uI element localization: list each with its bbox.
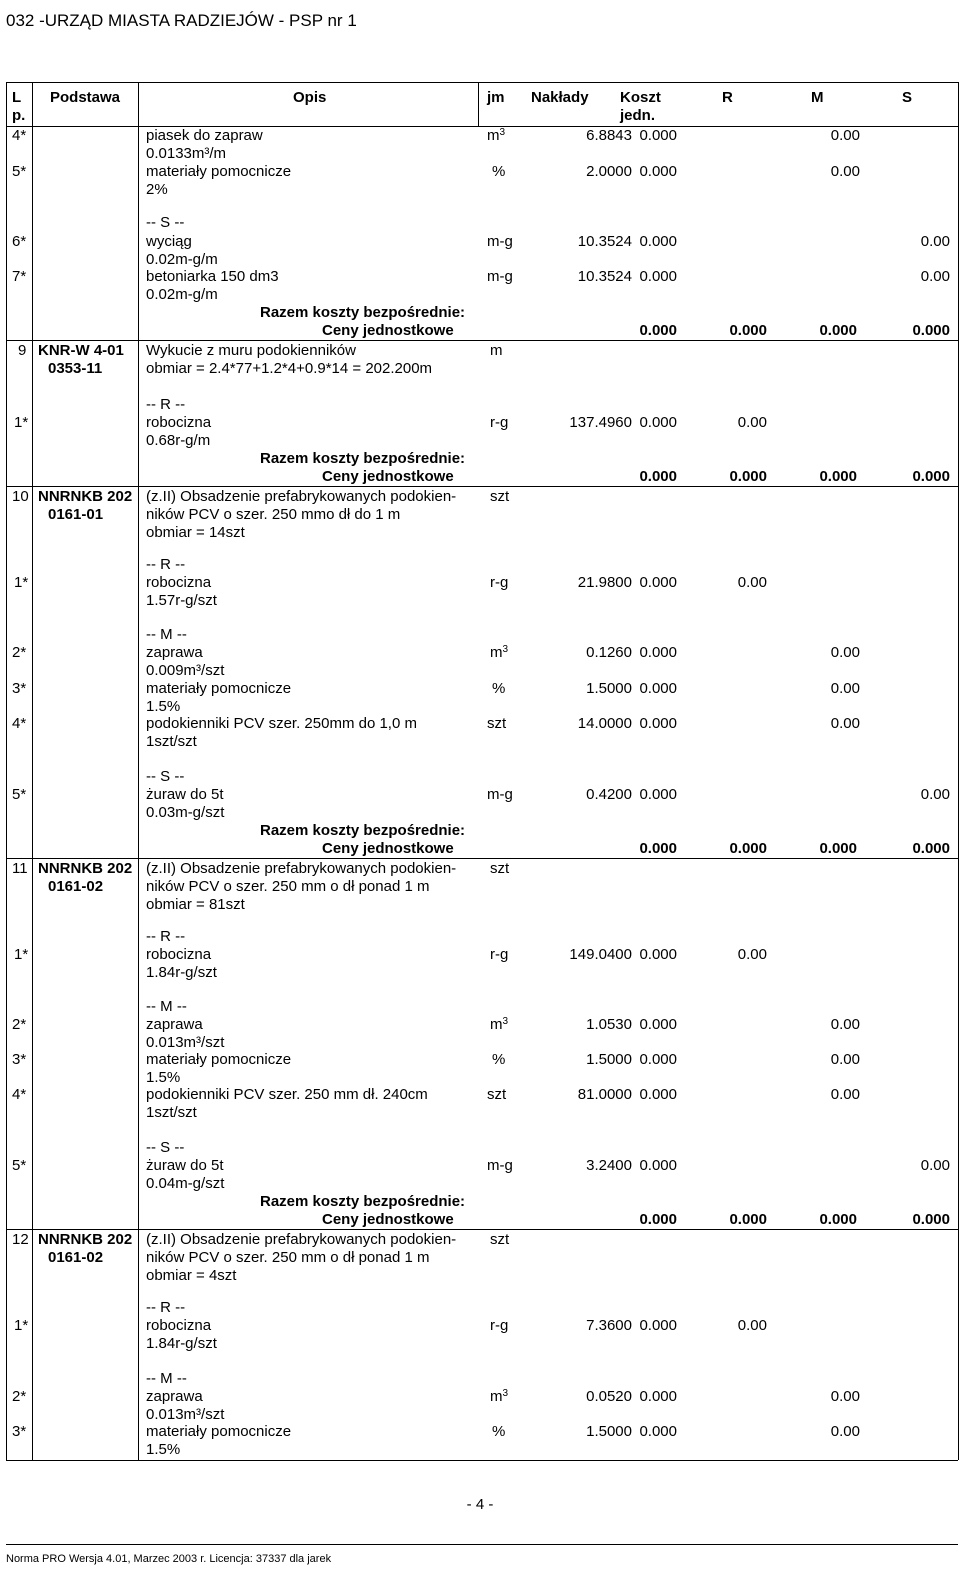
row-norm: 1.57r-g/szt (146, 592, 217, 609)
position-jm: szt (490, 488, 510, 505)
row-jm: $m^3$ (490, 1016, 509, 1033)
razem-label: Razem koszty bezpośrednie: (260, 450, 466, 467)
position-description-2: ników PCV o szer. 250 mm o dł ponad 1 m (146, 1249, 430, 1266)
row-m-value: 0.00 (830, 1423, 860, 1440)
position-description: (z.II) Obsadzenie prefabrykowanych podokien- (146, 1231, 457, 1248)
basis-code-2: 0161-01 (48, 506, 104, 523)
row-s-value: 0.00 (920, 233, 950, 250)
basis-code-2: 0161-02 (48, 878, 104, 895)
section-r-marker: -- R -- (146, 396, 186, 413)
column-divider (32, 82, 33, 1460)
row-jm: szt (487, 715, 507, 732)
row-koszt: 0.000 (639, 680, 677, 697)
row-norm: 0.04m-g/szt (146, 1175, 225, 1192)
row-r-value: 0.00 (737, 414, 767, 431)
total-koszt: 0.000 (639, 468, 677, 485)
position-obmiar: obmiar = 81szt (146, 896, 245, 913)
position-description-2: ników PCV o szer. 250 mmo dł do 1 m (146, 506, 401, 523)
row-norm: 1.5% (146, 698, 181, 715)
table-right-border (958, 82, 959, 1460)
footer-text: Norma PRO Wersja 4.01, Marzec 2003 r. Licencja: 37337 dla jarek (6, 1553, 332, 1565)
row-jm: r-g (490, 414, 509, 431)
row-m-value: 0.00 (830, 163, 860, 180)
total-s: 0.000 (912, 322, 950, 339)
row-norm: 1szt/szt (146, 1104, 197, 1121)
row-divider (6, 340, 958, 341)
row-lp: 6* (12, 233, 27, 250)
row-lp: 2* (12, 644, 27, 661)
row-lp: 5* (12, 1157, 27, 1174)
row-naklady: 6.8843 (586, 127, 632, 144)
position-jm: m (490, 342, 503, 359)
basis-code: NNRNKB 202 (38, 1231, 133, 1248)
row-lp: 3* (12, 1051, 27, 1068)
row-divider (6, 1229, 958, 1230)
row-jm: m-g (487, 268, 513, 285)
row-name: podokienniki PCV szer. 250mm do 1,0 m (146, 715, 417, 732)
position-description: Wykucie z muru podokienników (146, 342, 356, 359)
row-naklady: 1.5000 (586, 680, 632, 697)
row-jm: r-g (490, 1317, 509, 1334)
row-jm: % (492, 1423, 506, 1440)
row-name: robocizna (146, 414, 212, 431)
header-m: M (811, 89, 824, 106)
row-name: zaprawa (146, 644, 203, 661)
row-koszt: 0.000 (639, 644, 677, 661)
row-name: żuraw do 5t (146, 1157, 224, 1174)
row-name: żuraw do 5t (146, 786, 224, 803)
row-koszt: 0.000 (639, 1388, 677, 1405)
row-s-value: 0.00 (920, 786, 950, 803)
row-koszt: 0.000 (639, 786, 677, 803)
row-m-value: 0.00 (830, 1016, 860, 1033)
row-norm: 0.013m³/szt (146, 1034, 225, 1051)
row-koszt: 0.000 (639, 1016, 677, 1033)
position-description-2: ników PCV o szer. 250 mm o dł ponad 1 m (146, 878, 430, 895)
razem-label: Razem koszty bezpośrednie: (260, 1193, 466, 1210)
total-koszt: 0.000 (639, 322, 677, 339)
row-koszt: 0.000 (639, 1051, 677, 1068)
total-r: 0.000 (729, 322, 767, 339)
row-naklady: 0.4200 (586, 786, 632, 803)
document-title: 032 -URZĄD MIASTA RADZIEJÓW - PSP nr 1 (6, 11, 357, 30)
total-r: 0.000 (729, 1211, 767, 1228)
total-m: 0.000 (819, 840, 857, 857)
total-r: 0.000 (729, 468, 767, 485)
header-s: S (902, 89, 913, 106)
row-name: betoniarka 150 dm3 (146, 268, 279, 285)
basis-code-2: 0161-02 (48, 1249, 104, 1266)
row-m-value: 0.00 (830, 1086, 860, 1103)
row-s-value: 0.00 (920, 1157, 950, 1174)
row-jm: szt (487, 1086, 507, 1103)
row-r-value: 0.00 (737, 574, 767, 591)
row-norm: 1.84r-g/szt (146, 964, 217, 981)
basis-code-2: 0353-11 (48, 360, 103, 377)
total-m: 0.000 (819, 468, 857, 485)
ceny-label: Ceny jednostkowe (322, 468, 454, 485)
position-jm: szt (490, 860, 510, 877)
total-m: 0.000 (819, 1211, 857, 1228)
row-lp: 2* (12, 1016, 27, 1033)
position-number: 11 (12, 860, 28, 877)
header-koszt-2: jedn. (620, 107, 656, 124)
column-divider (478, 82, 479, 126)
row-norm: 0.0133m³/m (146, 145, 227, 162)
position-jm: szt (490, 1231, 510, 1248)
row-lp: 3* (12, 680, 27, 697)
row-m-value: 0.00 (830, 644, 860, 661)
row-jm: m-g (487, 786, 513, 803)
section-m-marker: -- M -- (146, 1370, 187, 1387)
row-jm: % (492, 163, 506, 180)
row-name: zaprawa (146, 1016, 203, 1033)
row-divider (6, 858, 958, 859)
section-m-marker: -- M -- (146, 626, 187, 643)
row-naklady: 2.0000 (586, 163, 632, 180)
basis-code: NNRNKB 202 (38, 860, 133, 877)
row-lp: 4* (12, 1086, 27, 1103)
position-number: 12 (12, 1231, 29, 1248)
total-koszt: 0.000 (639, 1211, 677, 1228)
row-jm: r-g (490, 946, 509, 963)
row-norm: 1.5% (146, 1441, 181, 1458)
row-norm: 1.5% (146, 1069, 181, 1086)
row-jm: % (492, 680, 506, 697)
row-lp: 7* (12, 268, 27, 285)
page-number: - 4 - (466, 1496, 494, 1513)
total-s: 0.000 (912, 1211, 950, 1228)
row-m-value: 0.00 (830, 680, 860, 697)
row-r-value: 0.00 (737, 946, 767, 963)
row-lp: 5* (12, 163, 27, 180)
row-norm: 0.02m-g/m (146, 286, 218, 303)
ceny-label: Ceny jednostkowe (322, 322, 454, 339)
row-jm: $m^3$ (490, 644, 509, 661)
razem-label: Razem koszty bezpośrednie: (260, 822, 466, 839)
row-naklady: 81.0000 (577, 1086, 632, 1103)
row-lp: 2* (12, 1388, 27, 1405)
row-lp: 4* (12, 127, 27, 144)
row-naklady: 3.2400 (586, 1157, 632, 1174)
row-jm: $m^3$ (490, 1388, 509, 1405)
total-s: 0.000 (912, 840, 950, 857)
row-name: materiały pomocnicze (146, 680, 292, 697)
row-norm: 2% (146, 181, 168, 198)
position-number: 9 (18, 342, 27, 359)
row-name: piasek do zapraw (146, 127, 263, 144)
row-jm: % (492, 1051, 506, 1068)
row-koszt: 0.000 (639, 1086, 677, 1103)
row-koszt: 0.000 (639, 414, 677, 431)
section-s-marker: -- S -- (146, 768, 185, 785)
row-lp: 3* (12, 1423, 27, 1440)
row-m-value: 0.00 (830, 715, 860, 732)
row-koszt: 0.000 (639, 1317, 677, 1334)
row-koszt: 0.000 (639, 233, 677, 250)
row-naklady: 137.4960 (569, 414, 632, 431)
basis-code: NNRNKB 202 (38, 488, 133, 505)
row-name: zaprawa (146, 1388, 203, 1405)
column-divider (138, 82, 139, 1460)
row-lp: 1* (14, 946, 29, 963)
total-r: 0.000 (729, 840, 767, 857)
razem-label: Razem koszty bezpośrednie: (260, 304, 466, 321)
row-name: materiały pomocnicze (146, 1051, 292, 1068)
row-koszt: 0.000 (639, 946, 677, 963)
position-number: 10 (12, 488, 29, 505)
section-s-marker: -- S -- (146, 1139, 185, 1156)
ceny-label: Ceny jednostkowe (322, 840, 454, 857)
row-norm: 0.013m³/szt (146, 1406, 225, 1423)
row-lp: 5* (12, 786, 27, 803)
header-lp: L (12, 89, 22, 106)
row-norm: 0.009m³/szt (146, 662, 225, 679)
row-lp: 4* (12, 715, 27, 732)
row-norm: 0.03m-g/szt (146, 804, 225, 821)
total-s: 0.000 (912, 468, 950, 485)
row-naklady: 7.3600 (586, 1317, 632, 1334)
section-r-marker: -- R -- (146, 1299, 186, 1316)
row-naklady: 21.9800 (577, 574, 632, 591)
row-s-value: 0.00 (920, 268, 950, 285)
table-bottom-border (6, 1460, 958, 1461)
position-obmiar: obmiar = 4szt (146, 1267, 237, 1284)
row-naklady: 10.3524 (577, 268, 632, 285)
row-naklady: 1.5000 (586, 1423, 632, 1440)
header-opis: Opis (293, 89, 327, 106)
row-name: podokienniki PCV szer. 250 mm dł. 240cm (146, 1086, 428, 1103)
row-naklady: 10.3524 (577, 233, 632, 250)
row-m-value: 0.00 (830, 1051, 860, 1068)
position-obmiar: obmiar = 2.4*77+1.2*4+0.9*14 = 202.200m (146, 360, 433, 377)
header-naklady: Nakłady (531, 89, 589, 106)
row-name: materiały pomocnicze (146, 1423, 292, 1440)
total-koszt: 0.000 (639, 840, 677, 857)
row-lp: 1* (14, 1317, 29, 1334)
row-m-value: 0.00 (830, 1388, 860, 1405)
row-naklady: 14.0000 (577, 715, 632, 732)
row-koszt: 0.000 (639, 163, 677, 180)
row-lp: 1* (14, 574, 29, 591)
position-description: (z.II) Obsadzenie prefabrykowanych podokien- (146, 860, 457, 877)
row-norm: 0.68r-g/m (146, 432, 211, 449)
row-m-value: 0.00 (830, 127, 860, 144)
row-r-value: 0.00 (737, 1317, 767, 1334)
row-divider (6, 486, 958, 487)
header-koszt: Koszt (620, 89, 661, 106)
total-m: 0.000 (819, 322, 857, 339)
table-top-border (6, 82, 958, 83)
row-lp: 1* (14, 414, 29, 431)
section-s-marker: -- S -- (146, 214, 185, 231)
row-naklady: 1.0530 (586, 1016, 632, 1033)
row-norm: 1szt/szt (146, 733, 197, 750)
row-koszt: 0.000 (639, 1423, 677, 1440)
header-podstawa: Podstawa (50, 89, 121, 106)
row-naklady: 1.5000 (586, 1051, 632, 1068)
row-koszt: 0.000 (639, 715, 677, 732)
row-naklady: 0.0520 (586, 1388, 632, 1405)
header-r: R (722, 89, 733, 106)
section-r-marker: -- R -- (146, 928, 186, 945)
row-jm: $m^3$ (487, 127, 506, 144)
row-norm: 1.84r-g/szt (146, 1335, 217, 1352)
row-name: wyciąg (146, 233, 192, 250)
footer-divider (6, 1544, 958, 1545)
row-naklady: 0.1260 (586, 644, 632, 661)
basis-code: KNR-W 4-01 (38, 342, 124, 359)
position-description: (z.II) Obsadzenie prefabrykowanych podokien- (146, 488, 457, 505)
row-koszt: 0.000 (639, 127, 677, 144)
table-left-border (6, 82, 7, 1460)
section-r-marker: -- R -- (146, 556, 186, 573)
ceny-label: Ceny jednostkowe (322, 1211, 454, 1228)
row-jm: m-g (487, 1157, 513, 1174)
section-m-marker: -- M -- (146, 998, 187, 1015)
row-koszt: 0.000 (639, 1157, 677, 1174)
row-jm: m-g (487, 233, 513, 250)
row-jm: r-g (490, 574, 509, 591)
row-naklady: 149.0400 (569, 946, 632, 963)
row-name: robocizna (146, 574, 212, 591)
row-name: materiały pomocnicze (146, 163, 292, 180)
row-name: robocizna (146, 1317, 212, 1334)
header-lp-2: p. (12, 107, 26, 124)
row-koszt: 0.000 (639, 574, 677, 591)
row-koszt: 0.000 (639, 268, 677, 285)
position-obmiar: obmiar = 14szt (146, 524, 245, 541)
row-name: robocizna (146, 946, 212, 963)
header-jm: jm (487, 89, 505, 106)
row-norm: 0.02m-g/m (146, 251, 218, 268)
